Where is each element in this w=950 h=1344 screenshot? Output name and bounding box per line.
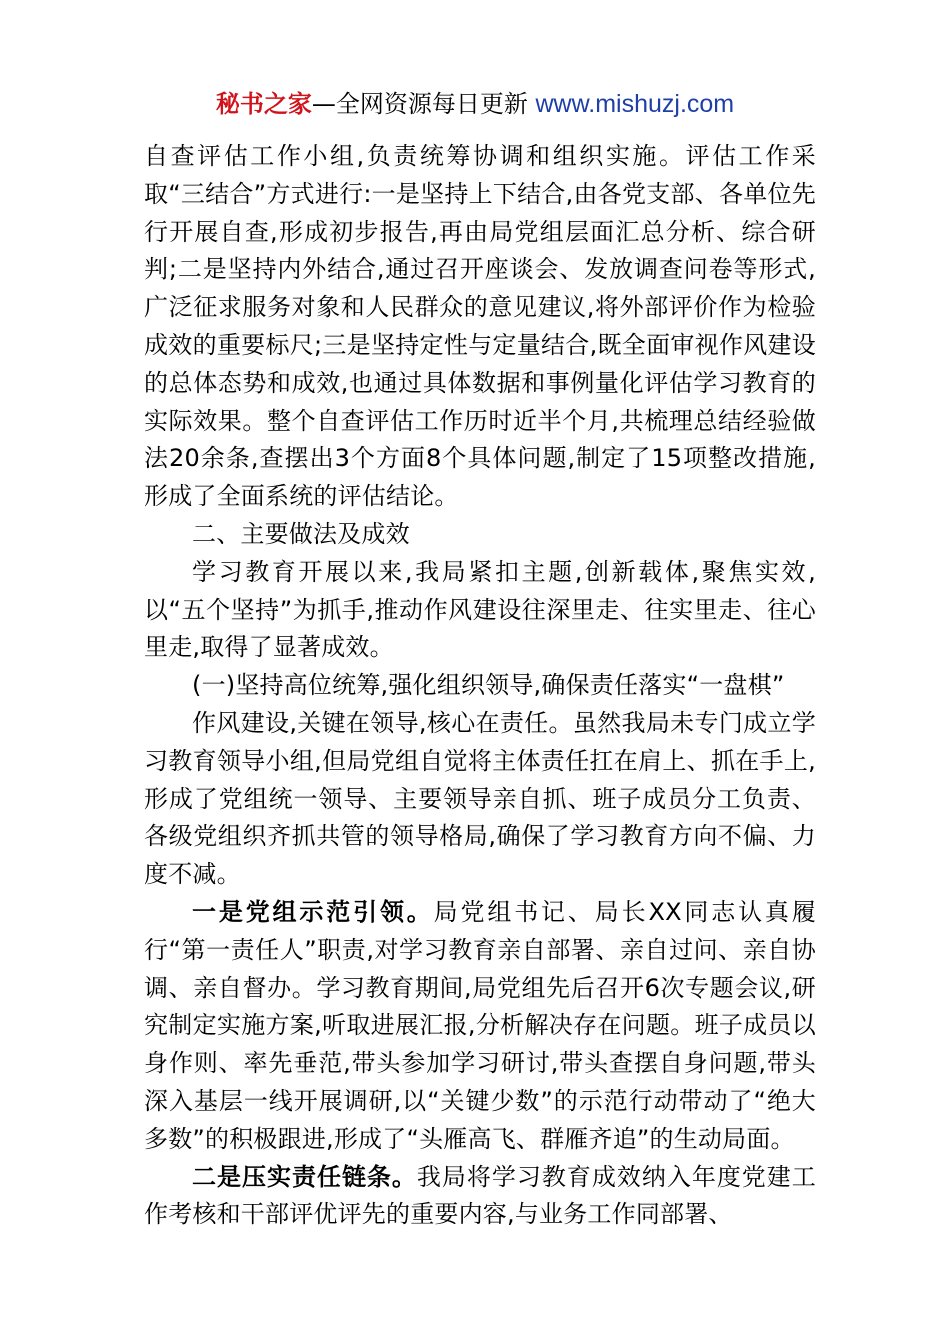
- paragraph-lead-text: 一是党组示范引领。: [192, 897, 434, 926]
- paragraph-evaluation-method: 自查评估工作小组,负责统筹协调和组织实施。评估工作采取“三结合”方式进行:一是坚持上下结合,由各党支部、各单位先行开展自查,形成初步报告,再由局党组层面汇总分析、综合研判;二是坚持内外结合,通过召开座谈会、发放调查问卷等形式,广泛征求服务对象和人民群众的意见建议,将外部评价作为检验成效的重要标尺;三是坚持定性与定量结合,既全面审视作风建设的总体态势和成效,也通过具体数据和事例量化评估学习教育的实际效果。整个自查评估工作历时近半个月,共梳理总结经验做法20余条,查摆出3个方面8个具体问题,制定了15项整改措施,形成了全面系统的评估结论。: [144, 142, 816, 511]
- section-heading: 二、主要做法及成效: [192, 519, 410, 548]
- paragraph-overview: 学习教育开展以来,我局紧扣主题,创新载体,聚焦实效,以“五个坚持”为抓手,推动作风建设往深里走、往实里走、往心里走,取得了显著成效。: [144, 557, 816, 662]
- document-body: [144, 138, 816, 1234]
- header-tagline: —全网资源每日更新: [311, 90, 536, 118]
- subsection-heading: (一)坚持高位统筹,强化组织领导,确保责任落实“一盘棋”: [192, 671, 785, 700]
- paragraph-body-text: 局党组书记、局长XX同志认真履行“第一责任人”职责,对学习教育亲自部署、亲自过问、亲自协调、亲自督办。学习教育期间,局党组先后召开6次专题会议,研究制定实施方案,听取进展汇报,分析解决存在问题。班子成员以身作则、率先垂范,带头参加学习研讨,带头查摆自身问题,带头深入基层一线开展调研,以“关键少数”的示范行动带动了“绝大多数”的积极跟进,形成了“头雁高飞、群雁齐追”的生动局面。: [144, 897, 816, 1153]
- paragraph-leadership: 作风建设,关键在领导,核心在责任。虽然我局未专门成立学习教育领导小组,但局党组自觉将主体责任扛在肩上、抓在手上,形成了党组统一领导、主要领导亲自抓、班子成员分工负责、各级党组织齐抓共管的领导格局,确保了学习教育方向不偏、力度不减。: [144, 708, 816, 889]
- header-brand: 秘书之家: [215, 90, 312, 118]
- paragraph-responsibility-chain: [144, 1159, 816, 1235]
- header-site-link[interactable]: www.mishuzj.com: [535, 90, 735, 118]
- paragraph-body-text: 我局将学习教育成效纳入年度党建工作考核和干部评优评先的重要内容,与业务工作同部署、: [144, 1162, 816, 1229]
- paragraph-party-leadership: [144, 894, 816, 1159]
- paragraph-lead-text: 二是压实责任链条。: [192, 1162, 417, 1191]
- page-header: [0, 84, 950, 124]
